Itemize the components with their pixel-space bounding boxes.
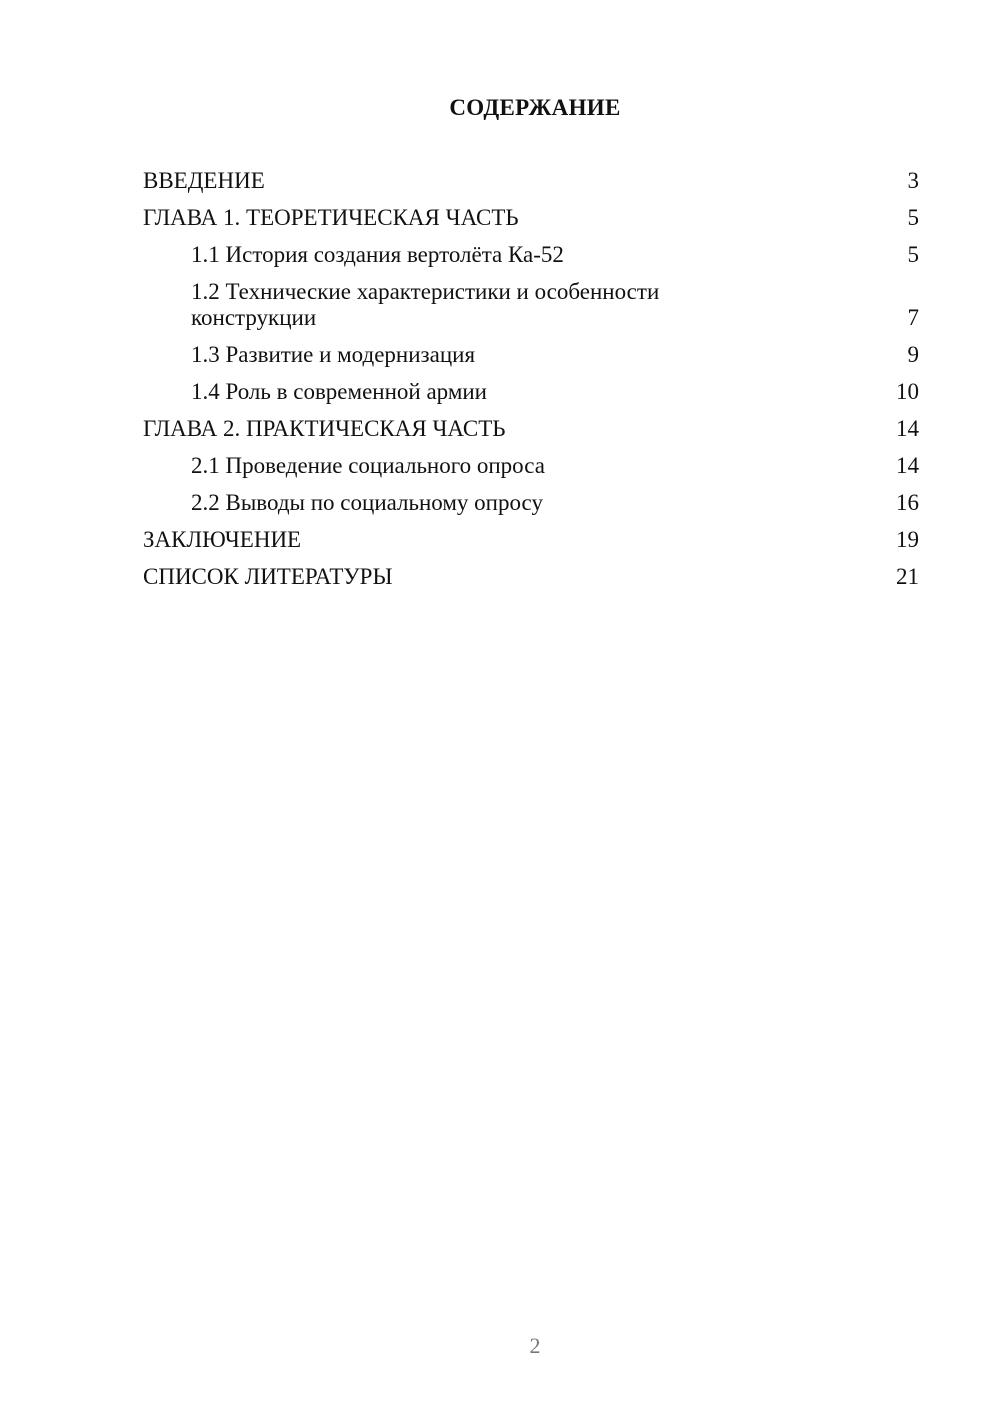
toc-entry-text: 2.1 Проведение социального опроса xyxy=(191,453,545,478)
toc-entry-text: 1.4 Роль в современной армии xyxy=(191,379,487,404)
toc-entry-page: 14 xyxy=(896,453,919,478)
toc-entry-section-2-2 xyxy=(143,490,919,516)
table-of-contents xyxy=(143,168,919,601)
toc-entry-text: СПИСОК ЛИТЕРАТУРЫ xyxy=(143,564,393,589)
toc-entry-page: 10 xyxy=(896,379,919,404)
toc-entry-chapter-1 xyxy=(143,205,919,231)
toc-entry-page: 3 xyxy=(907,168,919,193)
toc-entry-text: 1.1 История создания вертолёта Ка-52 xyxy=(191,242,564,267)
toc-entry-section-2-1 xyxy=(143,453,919,479)
toc-entry-page: 5 xyxy=(907,242,919,267)
toc-entry-text: ЗАКЛЮЧЕНИЕ xyxy=(143,527,302,552)
toc-entry-page: 21 xyxy=(896,564,919,589)
toc-entry-text: 1.2 Технические характеристики и особенности конструкции xyxy=(191,279,660,330)
toc-entry-page: 19 xyxy=(896,527,919,552)
toc-entry-section-1-2 xyxy=(143,279,919,331)
toc-entry-text: ГЛАВА 2. ПРАКТИЧЕСКАЯ ЧАСТЬ xyxy=(143,416,506,441)
toc-entry-text: ВВЕДЕНИЕ xyxy=(143,168,265,193)
toc-entry-text: 2.2 Выводы по социальному опросу xyxy=(191,490,543,515)
toc-entry-chapter-2 xyxy=(143,416,919,442)
toc-entry-page: 16 xyxy=(896,490,919,515)
toc-entry-text: ГЛАВА 1. ТЕОРЕТИЧЕСКАЯ ЧАСТЬ xyxy=(143,205,519,230)
toc-entry-text: 1.3 Развитие и модернизация xyxy=(191,342,476,367)
toc-entry-section-1-3 xyxy=(143,342,919,368)
toc-entry-references xyxy=(143,564,919,590)
toc-entry-page: 7 xyxy=(907,305,919,330)
toc-entry-page: 14 xyxy=(896,416,919,441)
toc-entry-page: 5 xyxy=(907,205,919,230)
page-number: 2 xyxy=(529,1333,541,1358)
toc-entry-section-1-4 xyxy=(143,379,919,405)
toc-entry-page: 9 xyxy=(907,342,919,367)
page-title: СОДЕРЖАНИЕ xyxy=(449,95,621,120)
toc-entry-conclusion xyxy=(143,527,919,553)
toc-entry-section-1-1 xyxy=(143,242,919,268)
toc-entry-introduction xyxy=(143,168,919,194)
